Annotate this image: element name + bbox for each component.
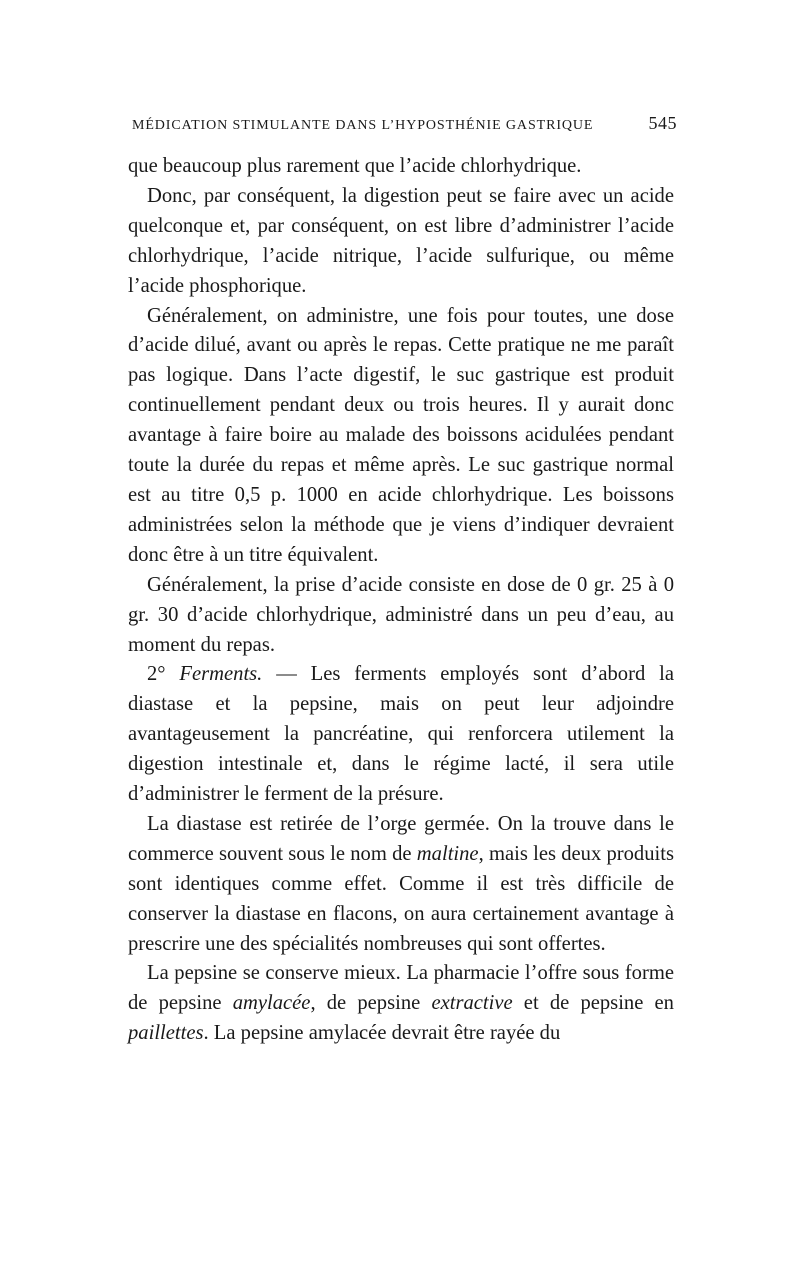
- running-head: [132, 113, 677, 139]
- paragraph-text: La pepsine se conserve mieux. La pharmacie l’offre sous forme de pepsine: [128, 962, 674, 1015]
- running-title: MÉDICATION STIMULANTE DANS L’HYPOSTHÉNIE GASTRIQUE: [132, 118, 594, 133]
- paragraph-dose: [128, 571, 674, 661]
- italic-term: amylacée: [232, 992, 311, 1015]
- paragraph-acids: [128, 182, 674, 302]
- italic-term: paillettes: [128, 1022, 204, 1045]
- section-number: 2°: [147, 663, 180, 686]
- paragraph-text: , de pepsine: [310, 992, 432, 1015]
- paragraph-administration: [128, 302, 674, 571]
- italic-term: extractive: [431, 992, 513, 1015]
- paragraph-diastase: [128, 810, 674, 960]
- paragraph-continuation: [128, 152, 674, 182]
- paragraph-text: et de pepsine en: [512, 992, 674, 1015]
- paragraph-text: Généralement, la prise d’acide consiste en dose de 0 gr. 25 à 0 gr. 30 d’acide chlorhydrique, administré dans un peu d’eau, au moment du repas.: [128, 573, 674, 656]
- paragraph-pepsine: [128, 959, 674, 1049]
- section-heading-italic: Ferments.: [179, 663, 263, 686]
- paragraph-text: . La pepsine amylacée devrait être rayée du: [203, 1022, 561, 1045]
- paragraph-text: que beaucoup plus rarement que l’acide chlorhydrique.: [128, 155, 582, 177]
- paragraph-text: — Les ferments employés sont d’abord la diastase et la pepsine, mais on peut leur adjoindre avantageusement la pancréatine, qui renforcera utilement la digestion intestinale et, dans le régime lacté, il sera utile d’administrer le ferment de la présure.: [128, 663, 674, 806]
- body-text: [128, 152, 674, 1049]
- paragraph-text: , mais les deux produits sont identiques comme effet. Comme il est très difficile de conserver la diastase en flacons, on aura certainement avantage à prescrire une des spécialités nombreuses qui sont offertes.: [128, 842, 674, 955]
- italic-term: maltine: [416, 842, 479, 865]
- paragraph-text: Donc, par conséquent, la digestion peut se faire avec un acide quelconque et, par conséquent, on est libre d’administrer l’acide chlorhydrique, l’acide nitrique, l’acide sulfurique, ou même l’acide phosphorique.: [128, 184, 674, 297]
- paragraph-ferments: [128, 660, 674, 810]
- paragraph-text: Généralement, on administre, une fois pour toutes, une dose d’acide dilué, avant ou après le repas. Cette pratique ne me paraît pas logique. Dans l’acte digestif, le suc gastrique est produit continuellement pendant deux ou trois heures. Il y aurait donc avantage à faire boire au malade des boissons acidulées pendant toute la durée du repas et même après. Le suc gastrique normal est au titre 0,5 p. 1000 en acide chlorhydrique. Les boissons administrées selon la méthode que je viens d’indiquer devraient donc être à un titre équivalent.: [128, 304, 674, 566]
- paragraph-text: La diastase est retirée de l’orge germée. On la trouve dans le commerce souvent sous le nom de: [128, 812, 674, 865]
- page-number: 545: [648, 113, 677, 133]
